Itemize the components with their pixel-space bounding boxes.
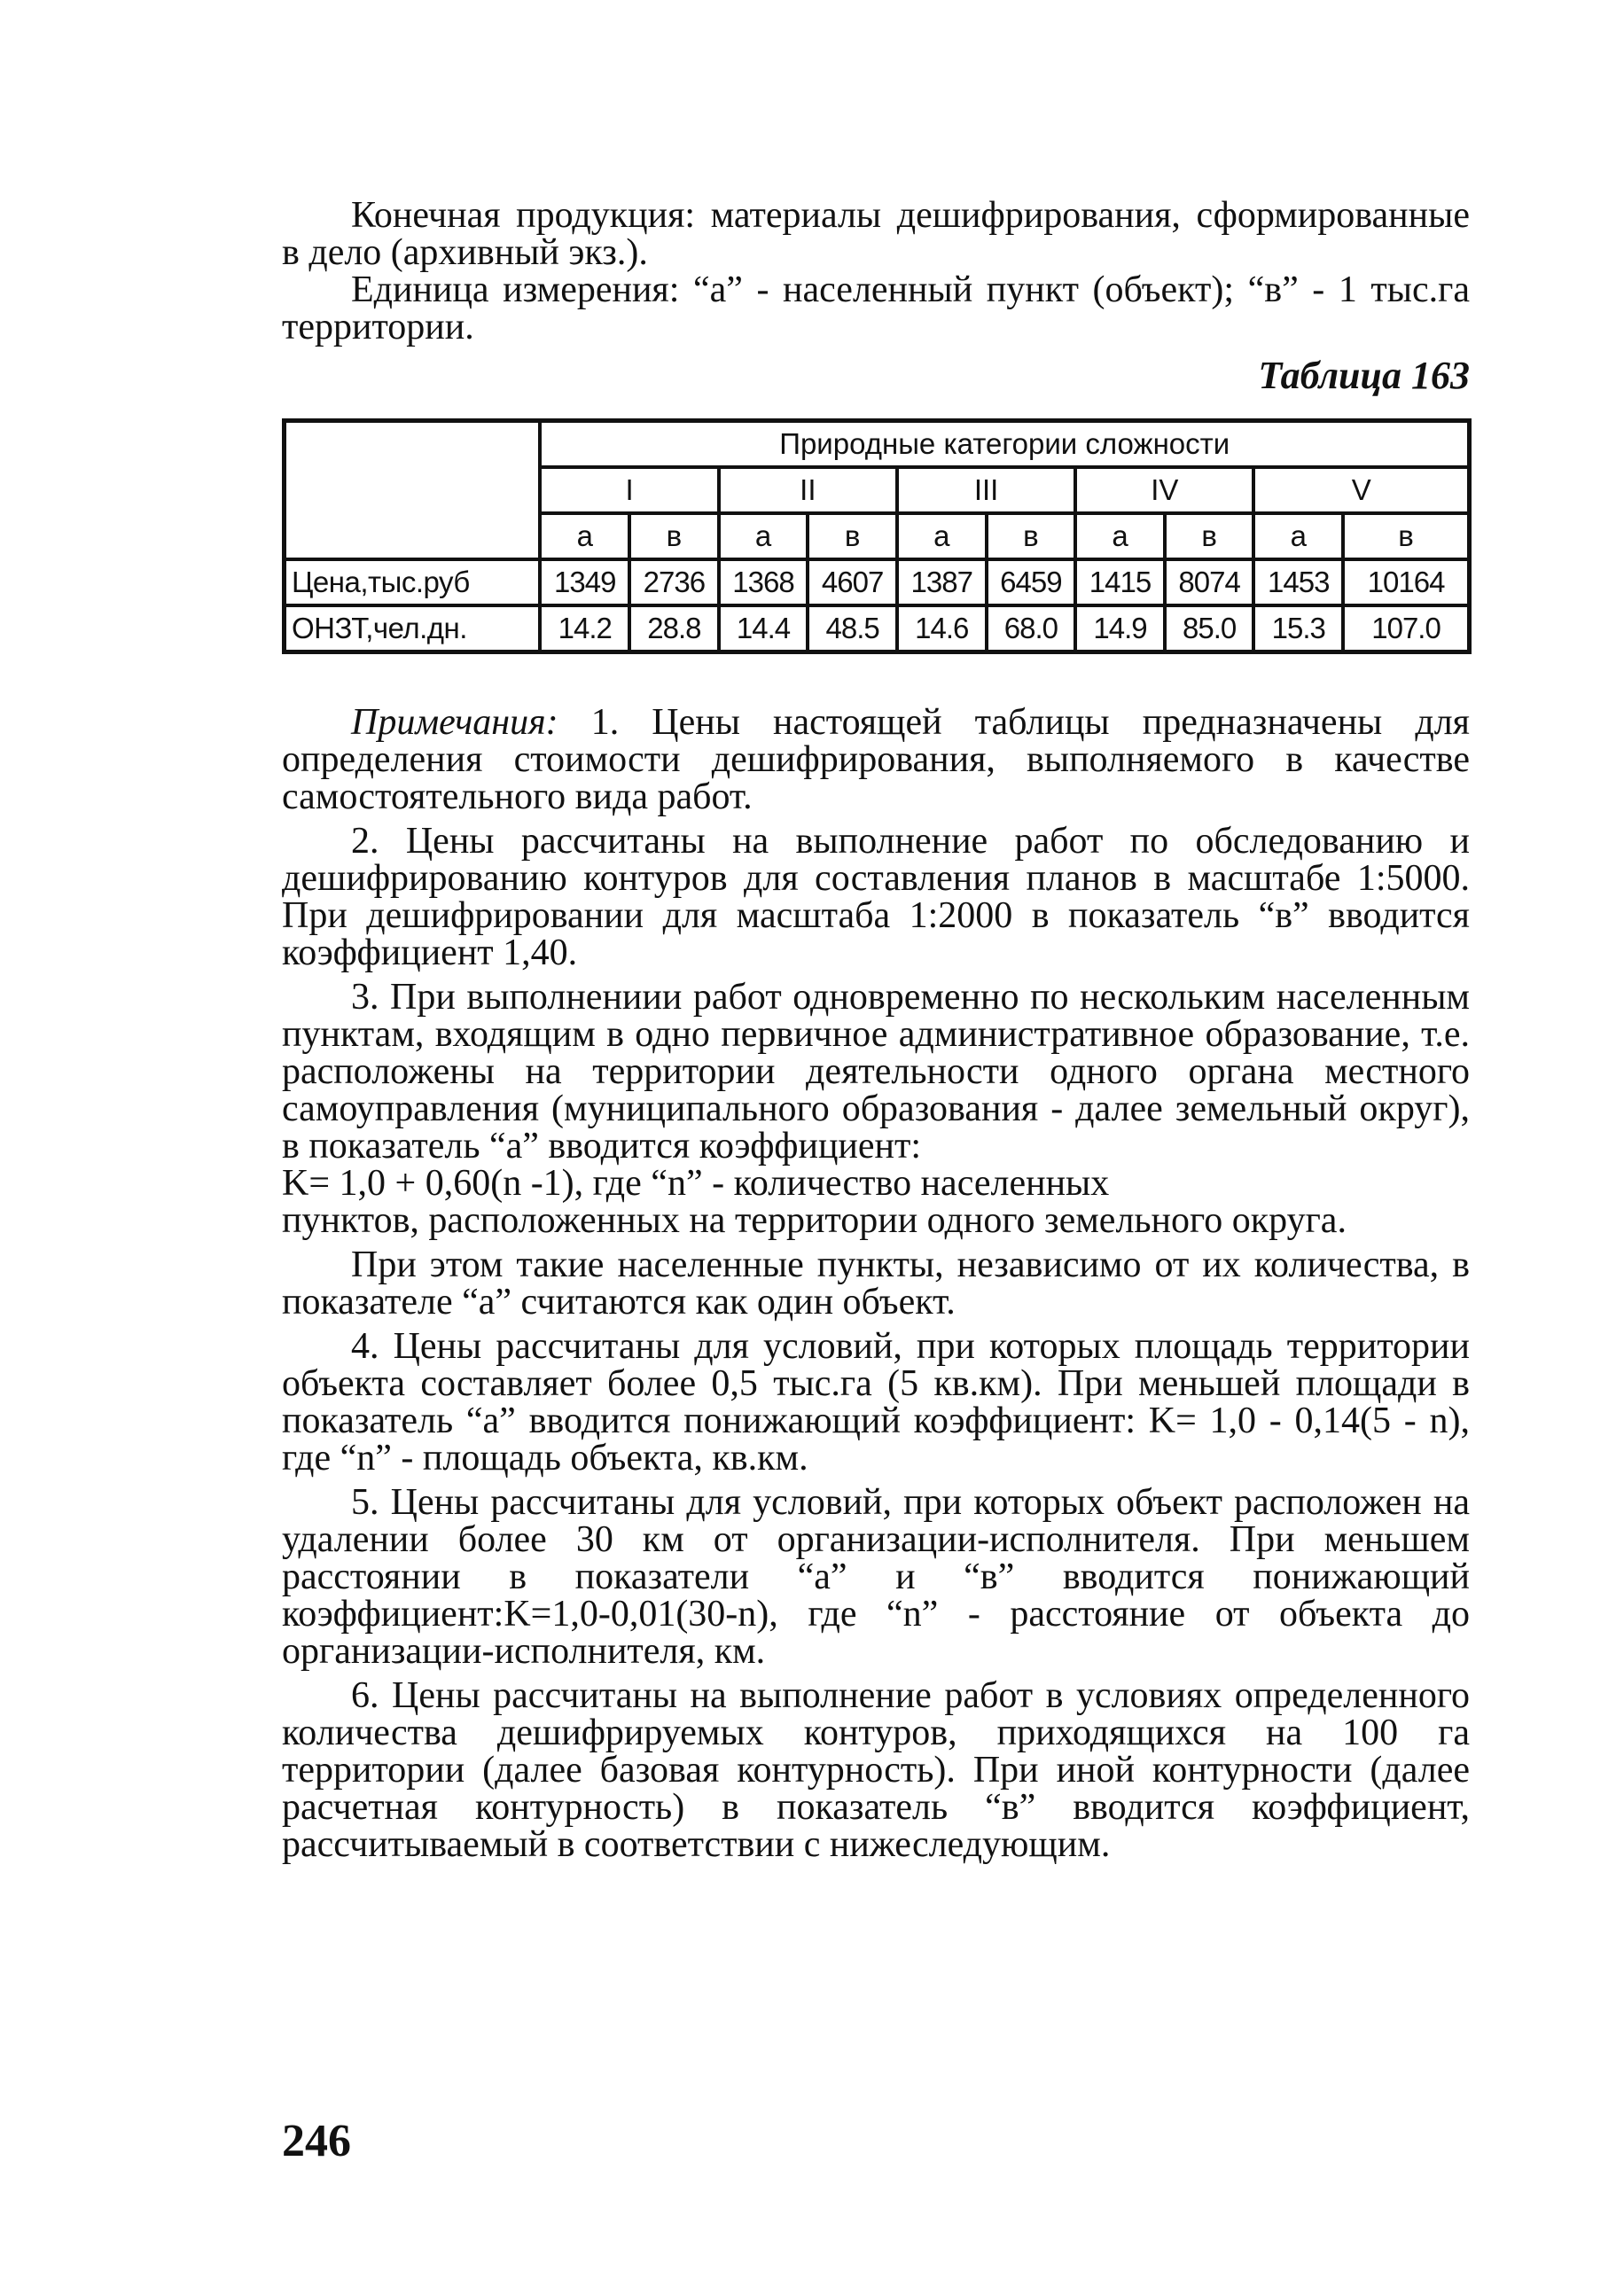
table-group-header: Природные категории сложности xyxy=(540,421,1469,468)
table-cell: 2736 xyxy=(629,559,719,605)
note-3-formula: K= 1,0 + 0,60(n -1), где “n” - количество населенных xyxy=(282,1163,1110,1204)
table-cell: 85.0 xyxy=(1165,605,1254,652)
table-row xyxy=(285,605,1470,652)
category-header: III xyxy=(897,467,1075,513)
table-cell: 28.8 xyxy=(629,605,719,652)
row-label-labor: ОНЗТ,чел.дн. xyxy=(285,605,541,652)
page-content xyxy=(282,197,1470,1863)
table-cell: 1387 xyxy=(897,559,987,605)
table-cell: 107.0 xyxy=(1343,605,1469,652)
note-1 xyxy=(282,704,1470,815)
subcolumn-header: а xyxy=(897,513,987,559)
table-cell: 48.5 xyxy=(808,605,897,652)
subcolumn-header: а xyxy=(1253,513,1343,559)
note-5: 5. Цены рассчитаны для условий, при которых объект расположен на удалении более 30 км от организации-исполнителя. При меньшем расстоянии в показатели “а” и “в” вводится понижающий коэффициент:K=1,0-0,01(30-n), где “n” - расстояние от объекта до организации-исполнителя, км. xyxy=(282,1482,1470,1672)
table-cell: 10164 xyxy=(1343,559,1469,605)
notes-section xyxy=(282,704,1470,1863)
subcolumn-header: в xyxy=(808,513,897,559)
category-header: I xyxy=(540,467,718,513)
table-corner-cell xyxy=(285,421,541,560)
table-cell: 14.4 xyxy=(719,605,808,652)
note-6: 6. Цены рассчитаны на выполнение работ в условиях определенного количества дешифрируемых контуров, приходящихся на 100 га территории (далее базовая контурность). При иной контурности (далее расчетная контурность) в показатель “в” вводится коэффициент, рассчитываемый в соответствии с нижеследующим. xyxy=(282,1675,1470,1865)
note-1-text: 1. Цены настоящей таблицы предназначены для определения стоимости дешифрирования, выполняемого в качестве самостоятельного вида работ. xyxy=(282,702,1471,817)
note-3-continued: пунктов, расположенных на территории одного земельного округа. xyxy=(282,1200,1347,1241)
table-cell: 8074 xyxy=(1165,559,1254,605)
table-cell: 14.2 xyxy=(540,605,629,652)
row-label-price: Цена,тыс.руб xyxy=(285,559,541,605)
note-3: 3. При выполнениии работ одновременно по нескольким населенным пунктам, входящим в одно первичное административное образование, т.е. расположены на территории деятельности одного органа местного самоуправления (муниципального образования - далее земельный округ), в показатель “а” вводится коэффициент: xyxy=(282,977,1470,1167)
category-header: V xyxy=(1253,467,1469,513)
table-row xyxy=(285,559,1470,605)
subcolumn-header: в xyxy=(629,513,719,559)
table-cell: 14.6 xyxy=(897,605,987,652)
table-cell: 1349 xyxy=(540,559,629,605)
table-cell: 68.0 xyxy=(987,605,1076,652)
notes-heading: Примечания: xyxy=(351,702,558,743)
subcolumn-header: в xyxy=(1165,513,1254,559)
table-cell: 1415 xyxy=(1075,559,1165,605)
category-header: IV xyxy=(1075,467,1253,513)
subcolumn-header: а xyxy=(719,513,808,559)
table-cell: 15.3 xyxy=(1253,605,1343,652)
subcolumn-header: а xyxy=(1075,513,1165,559)
subcolumn-header: в xyxy=(1343,513,1469,559)
subcolumn-header: в xyxy=(987,513,1076,559)
subcolumn-header: а xyxy=(540,513,629,559)
table-cell: 14.9 xyxy=(1075,605,1165,652)
category-header: II xyxy=(719,467,897,513)
table-cell: 1453 xyxy=(1253,559,1343,605)
intro-final-product: Конечная продукция: материалы дешифрирования, сформированные в дело (архивный экз.). xyxy=(282,195,1470,273)
note-4: 4. Цены рассчитаны для условий, при которых площадь территории объекта составляет более 0,5 тыс.га (5 кв.км). При меньшей площади в показатель “а” вводится понижающий коэффициент: K= 1,0 - 0,14(5 - n), где “n” - площадь объекта, кв.км. xyxy=(282,1326,1470,1479)
table-cell: 1368 xyxy=(719,559,808,605)
page-number: 246 xyxy=(282,2116,351,2166)
price-table xyxy=(282,418,1472,654)
table-cell: 4607 xyxy=(808,559,897,605)
intro-unit-of-measure: Единица измерения: “а” - населенный пункт (объект); “в” - 1 тыс.га территории. xyxy=(282,269,1470,347)
table-caption: Таблица 163 xyxy=(1258,354,1470,397)
note-2: 2. Цены рассчитаны на выполнение работ по обследованию и дешифрированию контуров для составления планов в масштабе 1:5000. При дешифрировании для масштаба 1:2000 в показатель “в” вводится коэффициент 1,40. xyxy=(282,821,1470,973)
note-3-remark: При этом такие населенные пункты, независимо от их количества, в показателе “а” считаются как один объект. xyxy=(282,1245,1470,1323)
table-cell: 6459 xyxy=(987,559,1076,605)
